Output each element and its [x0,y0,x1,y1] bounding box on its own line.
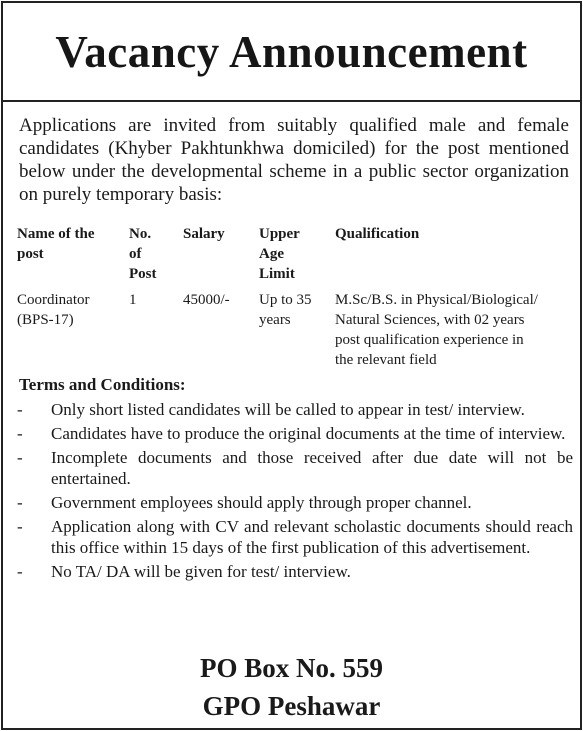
cell-age-limit: Up to 35 years [259,292,312,328]
announcement-frame [1,1,582,730]
po-box-address: PO Box No. 559 [199,653,383,683]
table-row [17,290,573,376]
cell-no-of-post: 1 [129,292,137,308]
terms-heading: Terms and Conditions: [19,375,186,394]
intro-paragraph: Applications are invited from suitably qualified male and female candidates (Khyber Pakhtunkhwa domiciled) for the post mentioned below under the developmental scheme in a public sector organization on purely temporary basis: [19,115,569,205]
list-item: - Only short listed candidates will be called to appear in test/ interview. [17,400,525,419]
cell-qualification: M.Sc/B.S. in Physical/Biological/ Natural Sciences, with 02 years post qualification experience in the relevant field [335,292,538,368]
terms-list [17,399,573,585]
cell-salary: 45000/- [183,292,230,308]
list-item: - Government employees should apply through proper channel. [17,493,472,512]
header-post-name: Name of the post [17,226,95,262]
list-item: - Candidates have to produce the original documents at the time of interview. [17,424,566,443]
table-header-row [17,224,573,288]
cell-post-name: Coordinator (BPS-17) [17,292,90,328]
header-salary: Salary [183,226,225,242]
list-item: - Incomplete documents and those received after due date will not be entertained. [17,448,573,488]
list-item: - Application along with CV and relevant scholastic documents should reach this office within 15 days of the first publication of this advertisement. [17,517,573,557]
header-no-of-post: No. of Post [129,226,157,282]
header-age-limit: Upper Age Limit [259,226,300,282]
gpo-address: GPO Peshawar [202,691,381,721]
list-item: - No TA/ DA will be given for test/ interview. [17,562,351,581]
vacancy-table [17,224,573,376]
page-title: Vacancy Announcement [55,26,528,77]
header-banner [3,3,580,102]
header-qualification: Qualification [335,226,420,242]
